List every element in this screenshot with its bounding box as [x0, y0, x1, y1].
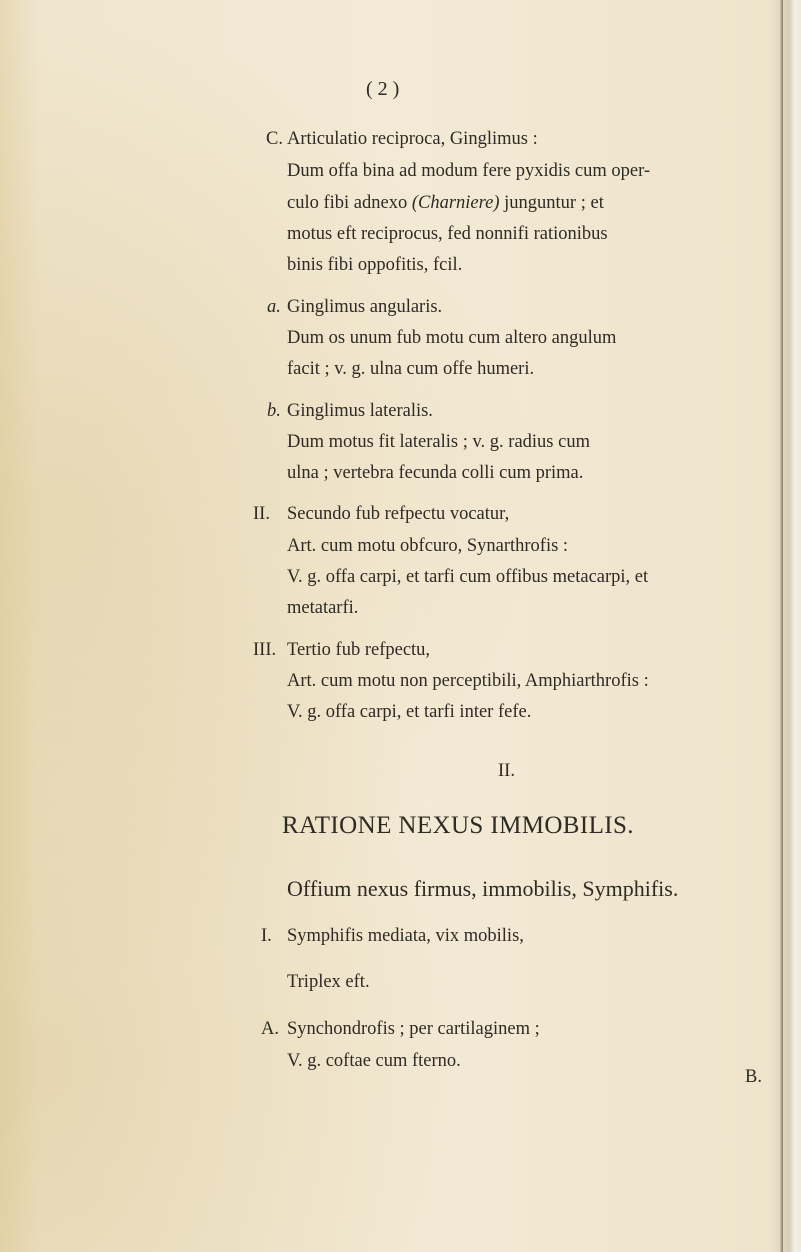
section-number: II.: [498, 761, 515, 781]
line-22: V. g. coftae cum fterno.: [287, 1051, 461, 1071]
line-3-pre: culo fibi adnexo: [287, 193, 412, 213]
line-9: Ginglimus lateralis.: [287, 401, 433, 421]
line-20: Triplex eft.: [287, 972, 370, 992]
line-2: Dum offa bina ad modum fere pyxidis cum oper-: [287, 161, 651, 181]
label-i: I.: [261, 926, 272, 946]
line-12: Secundo fub refpectu vocatur,: [287, 504, 510, 524]
line-19: Symphifis mediata, vix mobilis,: [287, 926, 524, 946]
label-a: a.: [267, 297, 281, 317]
subheading: Offium nexus firmus, immobilis, Symphifis.: [287, 876, 679, 901]
line-14: V. g. offa carpi, et tarfi cum offibus metacarpi, et: [287, 567, 649, 587]
line-10: Dum motus fit lateralis ; v. g. radius cum: [287, 432, 590, 452]
line-3: [287, 192, 604, 214]
page-number: ( 2 ): [366, 78, 400, 100]
line-17: Art. cum motu non perceptibili, Amphiarthrofis :: [287, 671, 649, 691]
line-1: Articulatio reciproca, Ginglimus :: [287, 129, 538, 149]
catchword: B.: [745, 1067, 762, 1087]
line-11: ulna ; vertebra fecunda colli cum prima.: [287, 463, 584, 483]
label-ii: II.: [253, 504, 270, 524]
line-6: Ginglimus angularis.: [287, 297, 443, 317]
label-c: C.: [266, 129, 283, 149]
line-7: Dum os unum fub motu cum altero angulum: [287, 328, 617, 348]
line-13: Art. cum motu obfcuro, Synarthrofis :: [287, 536, 569, 556]
line-18: V. g. offa carpi, et tarfi inter fefe.: [287, 702, 532, 722]
line-15: metatarfi.: [287, 598, 359, 618]
page-edge-shadow: [780, 0, 783, 1252]
line-4: motus eft reciprocus, fed nonnifi rationibus: [287, 224, 608, 244]
line-5: binis fibi oppofitis, fcil.: [287, 255, 463, 275]
charniere-term: (Charniere): [411, 193, 500, 213]
line-16: Tertio fub refpectu,: [287, 640, 431, 660]
label-A: A.: [261, 1019, 279, 1039]
line-21: Synchondrofis ; per cartilaginem ;: [287, 1019, 540, 1039]
label-b: b.: [267, 401, 281, 421]
section-title: RATIONE NEXUS IMMOBILIS.: [282, 812, 634, 839]
label-iii: III.: [253, 640, 277, 660]
line-8: facit ; v. g. ulna cum offe humeri.: [287, 359, 535, 379]
line-3-post: junguntur ; et: [499, 193, 604, 213]
